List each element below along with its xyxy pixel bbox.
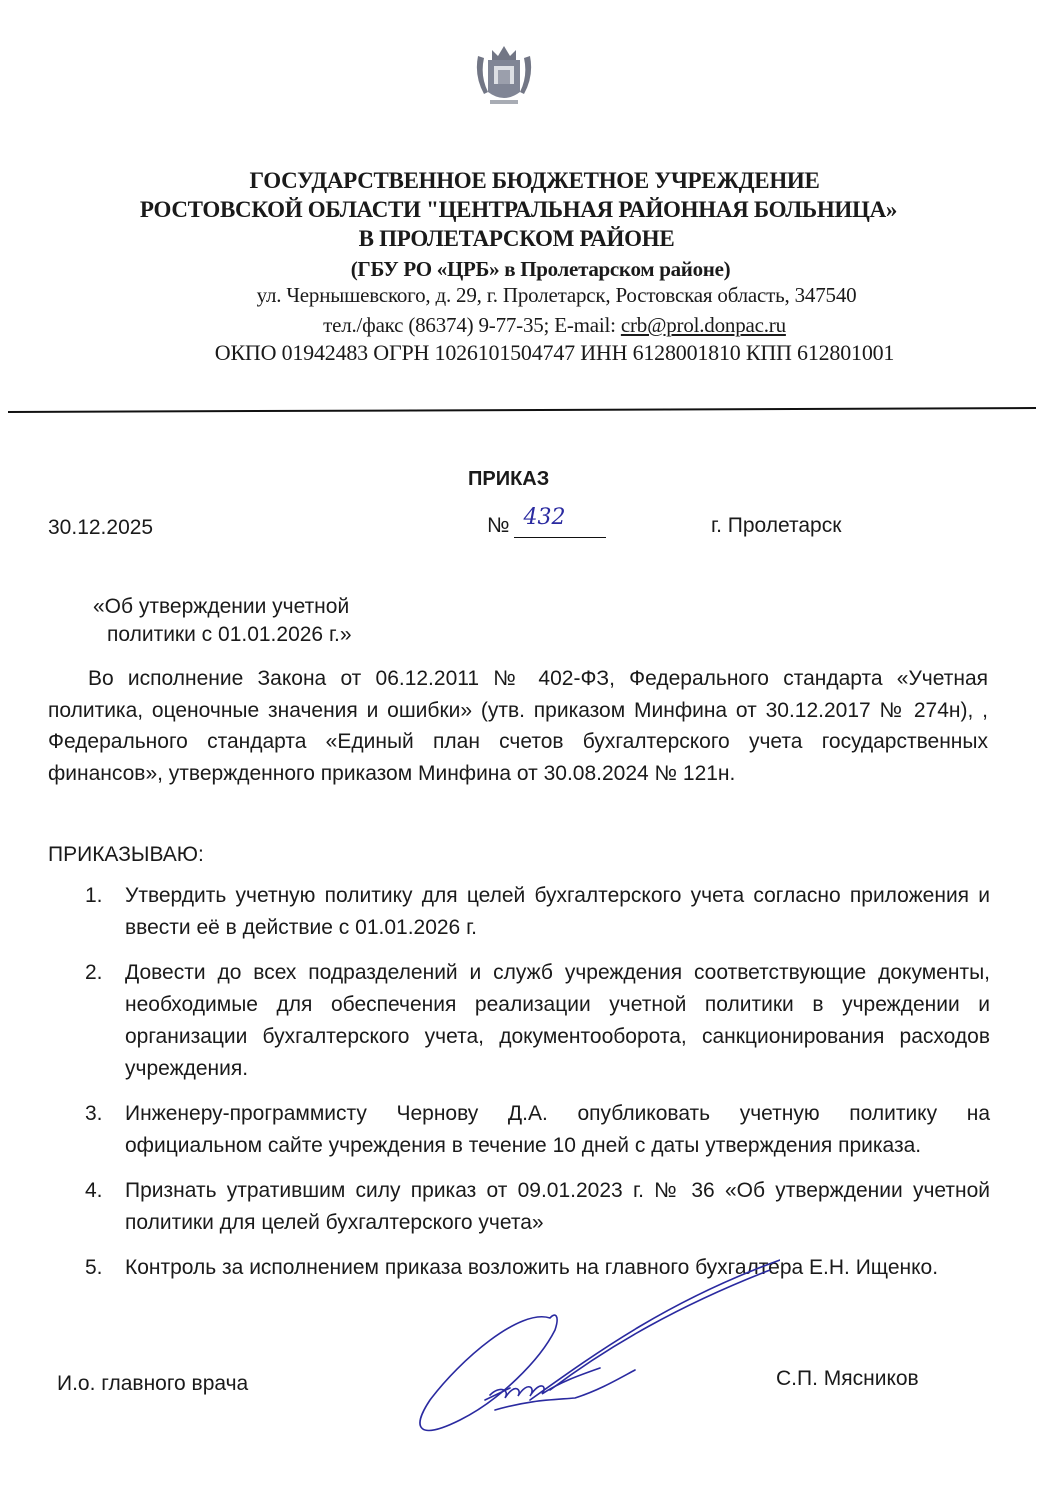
list-item [85,1252,990,1284]
order-directive-heading: ПРИКАЗЫВАЮ: [48,843,204,866]
org-address: ул. Чернышевского, д. 29, г. Пролетарск, Ростовская область, 347540 [256,283,857,307]
item-number: 2. [85,961,103,984]
order-items-list [85,880,990,1297]
phone-fax: тел./факс (86374) 9-77-35; E-mail: [323,313,621,337]
org-short-name: (ГБУ РО «ЦРБ» в Пролетарском районе) [350,257,731,281]
list-item [85,1175,990,1239]
number-field [514,505,606,538]
handwritten-number: 432 [523,505,566,530]
item-text: Признать утратившим силу приказ от 09.01.2023 г. № 36 «Об утверждении учетной политики для целей бухгалтерского учета» [125,1179,990,1234]
signer-name: С.П. Мясников [776,1367,919,1390]
list-item [85,880,990,944]
item-number: 1. [85,884,103,907]
org-name-line-3: В ПРОЛЕТАРСКОМ РАЙОНЕ [358,226,675,251]
order-subject [93,593,352,649]
order-number [487,505,606,538]
list-item [85,1098,990,1162]
order-date: 30.12.2025 [48,516,154,539]
item-text: Инженеру-программисту Чернову Д.А. опубликовать учетную политику на официальном сайте учреждения в течение 10 дней с даты утверждения приказа. [125,1102,990,1157]
item-text: Утвердить учетную политику для целей бухгалтерского учета согласно приложения и ввести её в действие с 01.01.2026 г. [125,884,990,939]
coat-of-arms-icon [470,42,538,112]
number-label: № [487,514,510,537]
subject-line-2: политики с 01.01.2026 г.» [107,623,352,646]
item-number: 5. [85,1256,103,1279]
org-name-line-1: ГОСУДАРСТВЕННОЕ БЮДЖЕТНОЕ УЧРЕЖДЕНИЕ [249,168,820,193]
list-item [85,957,990,1085]
preamble-paragraph: Во исполнение Закона от 06.12.2011 № 402-ФЗ, Федерального стандарта «Учетная политика, оценочные значения и ошибки» (утв. приказом Минфина от 30.12.2017 № 274н), , Федерального стандарта «Единый план счетов бухгалтерского учета государственных финансов», утвержденного приказом Минфина от 30.08.2024 № 121н. [48,667,988,785]
item-text: Контроль за исполнением приказа возложить на главного бухгалтера Е.Н. Ищенко. [125,1256,939,1279]
signer-role: И.о. главного врача [57,1372,249,1395]
org-registration-codes: ОКПО 01942483 ОГРН 1026101504747 ИНН 6128001810 КПП 612801001 [214,340,895,365]
item-number: 4. [85,1179,103,1202]
subject-line-1: «Об утверждении учетной [93,595,350,618]
email-link[interactable]: crb@prol.donpac.ru [620,313,786,337]
document-title: ПРИКАЗ [468,468,550,490]
item-text: Довести до всех подразделений и служб учреждения соответствующие документы, необходимые для обеспечения реализации учетной политики в учреждении и организации бухгалтерского учета, документооборота, санкционирования расходов учреждения. [125,961,990,1080]
org-contacts [36,313,1037,338]
org-name-line-2: РОСТОВСКОЙ ОБЛАСТИ "ЦЕНТРАЛЬНАЯ РАЙОННАЯ БОЛЬНИЦА» [139,197,898,222]
item-number: 3. [85,1102,103,1125]
header-divider [8,407,1036,413]
order-city: г. Пролетарск [711,514,842,537]
